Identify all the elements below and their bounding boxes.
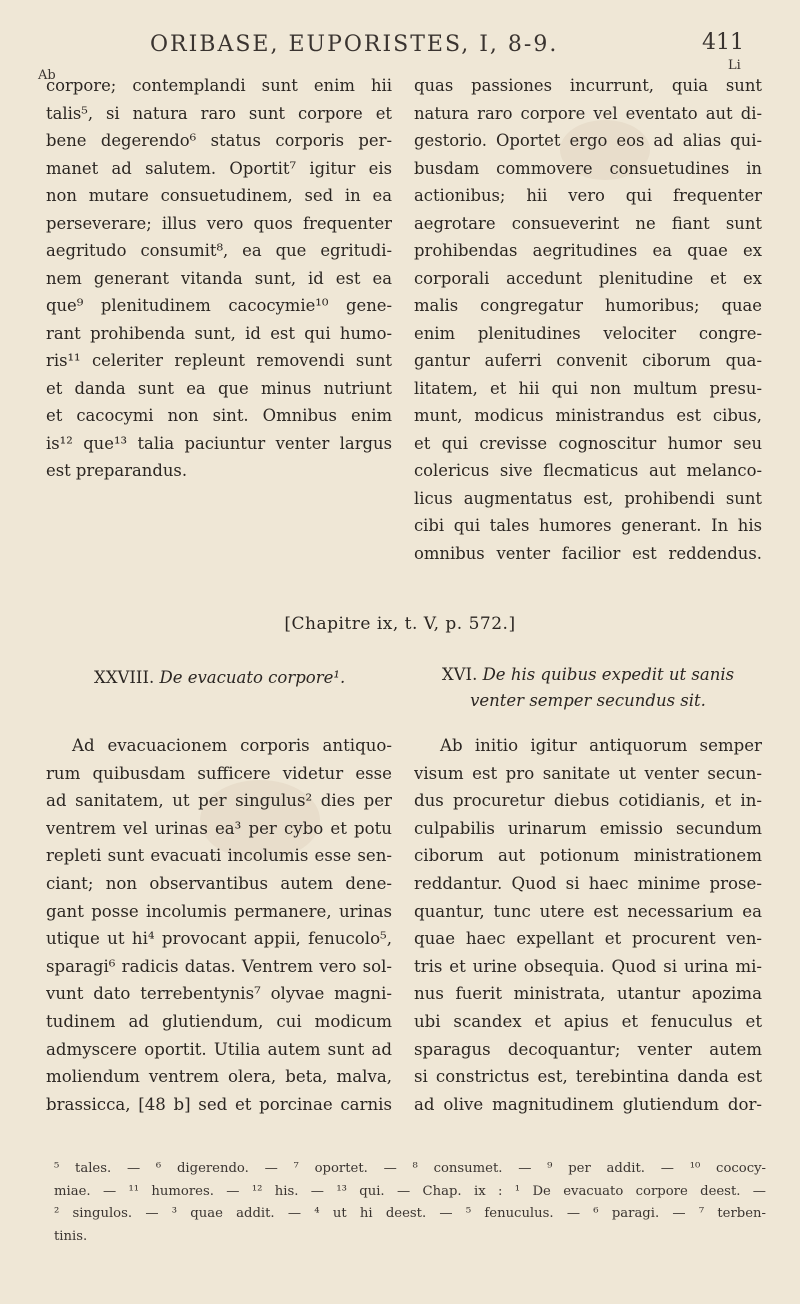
chapter-reference: [Chapitre ix, t. V, p. 572.]: [284, 614, 516, 634]
right-column-bottom: [414, 732, 762, 1118]
text-line: Ab initio igitur antiquorum semper: [440, 736, 762, 755]
text-line: vunt dato terrebentynis⁷ olyvae magni-: [46, 984, 392, 1004]
text-line: sparagi⁶ radicis datas. Ventrem vero sol-: [46, 956, 392, 976]
text-line: litatem, et hii qui non multum presu-: [414, 378, 762, 398]
signature-mark-right: Li: [728, 58, 741, 73]
text-line: ad olive magnitudinem glutiendum dor-: [414, 1094, 762, 1114]
text-line: visum est pro sanitate ut venter secun-: [414, 763, 762, 783]
text-line: bene degerendo⁶ status corporis per-: [46, 131, 392, 150]
text-line: culpabilis urinarum emissio secundum: [414, 818, 762, 838]
section-heading-left: [94, 668, 345, 687]
footnotes: [54, 1158, 766, 1248]
text-line: perseverare; illus vero quos frequenter: [46, 213, 392, 233]
text-line: et qui crevisse cognoscitur humor seu: [414, 433, 762, 453]
text-line: enim plenitudines velociter congre-: [414, 323, 762, 343]
text-line: moliendum ventrem olera, beta, malva,: [46, 1067, 392, 1087]
text-line: ris¹¹ celeriter repleunt removendi sunt: [46, 351, 392, 370]
text-line: dus procuretur diebus cotidianis, et in-: [414, 791, 762, 811]
text-line: quantur, tunc utere est necessarium ea: [414, 901, 762, 921]
text-line: quas passiones incurrunt, quia sunt: [414, 76, 762, 95]
text-line: admyscere oportit. Utilia autem sunt ad: [46, 1039, 392, 1059]
text-line: corpore; contemplandi sunt enim hii: [46, 76, 392, 95]
text-line: cibi qui tales humores generant. In his: [414, 516, 762, 535]
footnote-line: tinis.: [54, 1228, 88, 1244]
text-line: manet ad salutem. Oportit⁷ igitur eis: [46, 158, 392, 178]
text-line: ciant; non observantibus autem dene-: [46, 873, 392, 893]
right-column-top: [414, 72, 762, 567]
text-line: gestorio. Oportet ergo eos ad alias qui-: [414, 131, 762, 150]
text-line: munt, modicus ministrandus est cibus,: [414, 406, 762, 425]
text-line: gantur auferri convenit ciborum qua-: [414, 351, 762, 370]
text-line: que⁹ plenitudinem cacocymie¹⁰ gene-: [46, 296, 392, 315]
page-number: 411: [702, 30, 744, 55]
text-line: tris et urine obsequia. Quod si urina mi-: [414, 956, 762, 976]
text-line: sparagus decoquantur; venter autem: [414, 1039, 762, 1059]
text-line: corporali accedunt plenitudine et ex: [414, 268, 762, 288]
text-line: reddantur. Quod si haec minime prose-: [414, 873, 762, 893]
text-line: tudinem ad glutiendum, cui modicum: [46, 1011, 392, 1031]
text-line: non mutare consuetudinem, sed in ea: [46, 186, 392, 205]
text-line: si constrictus est, terebintina danda est: [414, 1067, 762, 1087]
section-number: XVI.: [441, 665, 478, 684]
text-line: rant prohibenda sunt, id est qui humo-: [46, 323, 392, 343]
text-line: licus augmentatus est, prohibendi sunt: [414, 488, 762, 508]
footnote-line: ⁵ tales. — ⁶ digerendo. — ⁷ oportet. — ⁸ consumet. — ⁹ per addit. — ¹⁰ cococy-: [54, 1161, 766, 1176]
signature-mark-left: Ab: [38, 68, 56, 83]
text-line: nem generant vitanda sunt, id est ea: [46, 268, 392, 288]
text-line: Ad evacuacionem corporis antiquo-: [72, 736, 392, 755]
text-line: ubi scandex et apius et fenuculus et: [414, 1011, 762, 1031]
text-line: et danda sunt ea que minus nutriunt: [46, 378, 392, 398]
section-title: De evacuato corpore¹.: [159, 668, 346, 687]
text-line: malis congregatur humoribus; quae: [414, 296, 762, 315]
section-heading-right: [414, 662, 762, 714]
text-line: actionibus; hii vero qui frequenter: [414, 186, 762, 205]
left-column-top: [46, 72, 392, 485]
text-line: utique ut hi⁴ provocant appii, fenucolo⁵,: [46, 929, 392, 949]
text-line: aegrotare consueverint ne fiant sunt: [414, 213, 762, 233]
section-title-line-1: De his quibus expedit ut sanis: [482, 665, 735, 684]
text-line: ciborum aut potionum ministrationem: [414, 846, 762, 866]
text-line: rum quibusdam sufficere videtur esse: [46, 763, 392, 783]
footnote-line: miae. — ¹¹ humores. — ¹² his. — ¹³ qui. — Chap. ix : ¹ De evacuato corpore deest. —: [54, 1183, 766, 1199]
section-title-line-2: venter semper secundus sit.: [470, 691, 706, 710]
text-line: est preparandus.: [46, 461, 188, 480]
text-line: repleti sunt evacuati incolumis esse sen-: [46, 846, 392, 866]
text-line: gant posse incolumis permanere, urinas: [46, 901, 392, 921]
text-line: ventrem vel urinas ea³ per cybo et potu: [46, 818, 392, 838]
text-line: is¹² que¹³ talia paciuntur venter largus: [46, 433, 392, 453]
text-line: prohibendas aegritudines ea quae ex: [414, 241, 762, 260]
left-column-bottom: [46, 732, 392, 1118]
running-title: ORIBASE, EUPORISTES, I, 8-9.: [150, 32, 559, 57]
text-line: et cacocymi non sint. Omnibus enim: [46, 406, 392, 425]
text-line: aegritudo consumit⁸, ea que egritudi-: [46, 241, 392, 260]
section-number: XXVIII.: [94, 668, 155, 687]
text-line: colericus sive flecmaticus aut melanco-: [414, 461, 762, 480]
text-line: talis⁵, si natura raro sunt corpore et: [46, 103, 392, 123]
text-line: nus fuerit ministrata, utantur apozima: [414, 984, 762, 1004]
text-line: quae haec expellant et procurent ven-: [414, 929, 762, 949]
text-line: ad sanitatem, ut per singulus² dies per: [46, 791, 392, 811]
text-line: natura raro corpore vel eventato aut di-: [414, 103, 762, 123]
footnote-line: ² singulos. — ³ quae addit. — ⁴ ut hi deest. — ⁵ fenuculus. — ⁶ paragi. — ⁷ terben-: [54, 1206, 766, 1221]
text-line: brassicca, [48 b] sed et porcinae carnis: [46, 1094, 392, 1114]
text-line: omnibus venter facilior est reddendus.: [414, 543, 762, 563]
text-line: busdam commovere consuetudines in: [414, 158, 762, 178]
